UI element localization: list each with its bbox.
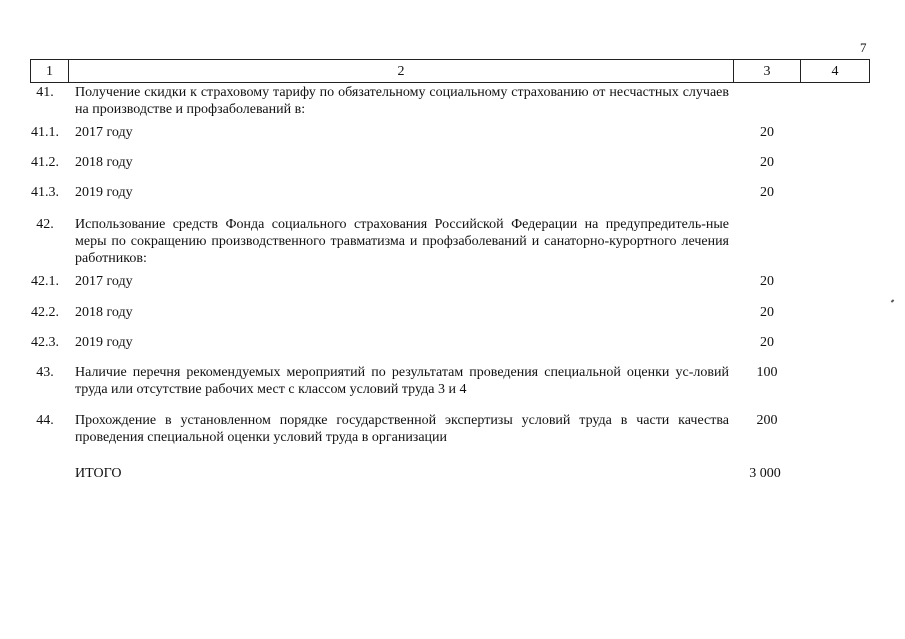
row-text: 2018 году <box>75 305 133 320</box>
row-value: 20 <box>760 125 774 140</box>
row-text: 2017 году <box>75 274 133 289</box>
row-number: 41.3. <box>31 185 59 200</box>
total-label: ИТОГО <box>75 466 122 481</box>
row-number: 41.1. <box>31 125 59 140</box>
row-text: 2017 году <box>75 125 133 140</box>
row-number: 44. <box>36 413 54 428</box>
row-value: 20 <box>760 155 774 170</box>
row-value: 20 <box>760 274 774 289</box>
row-number: 42.1. <box>31 274 59 289</box>
row-text: 2019 году <box>75 335 133 350</box>
row-number: 41. <box>36 85 54 100</box>
row-number: 42.2. <box>31 305 59 320</box>
header-col-1: 1 <box>31 60 69 82</box>
row-value: 20 <box>760 185 774 200</box>
row-number: 42. <box>36 217 54 232</box>
page-number: 7 <box>860 40 867 55</box>
row-text: Наличие перечня рекомендуемых мероприятий по результатам проведения специальной оценки ус-ловий труда или отсутствие рабочих мест с классом условий труда 3 и 4 <box>75 365 729 397</box>
header-col-4: 4 <box>831 63 839 79</box>
row-text: 2018 году <box>75 155 133 170</box>
scan-mark <box>891 299 895 302</box>
row-number: 42.3. <box>31 335 59 350</box>
row-value: 100 <box>756 365 778 380</box>
total-value: 3 000 <box>749 466 781 481</box>
row-value: 200 <box>756 413 778 428</box>
row-number: 43. <box>36 365 54 380</box>
header-col-3: 3 <box>734 60 801 82</box>
row-text: Использование средств Фонда социального страхования Российской Федерации на предупредитель-ные меры по сокращению производственного травматизма и профзаболеваний и санаторно-курортного лечения работников: <box>75 217 729 266</box>
row-value: 20 <box>760 305 774 320</box>
header-col-2: 2 <box>69 60 734 82</box>
row-number: 41.2. <box>31 155 59 170</box>
table-header <box>30 59 870 83</box>
row-text: 2019 году <box>75 185 133 200</box>
row-value: 20 <box>760 335 774 350</box>
row-text: Получение скидки к страховому тарифу по обязательному социальному страхованию от несчастных случаев на производстве и профзаболеваний в: <box>75 85 729 117</box>
row-text: Прохождение в установленном порядке государственной экспертизы условий труда в части качества проведения специальной оценки условий труда в организации <box>75 413 729 445</box>
